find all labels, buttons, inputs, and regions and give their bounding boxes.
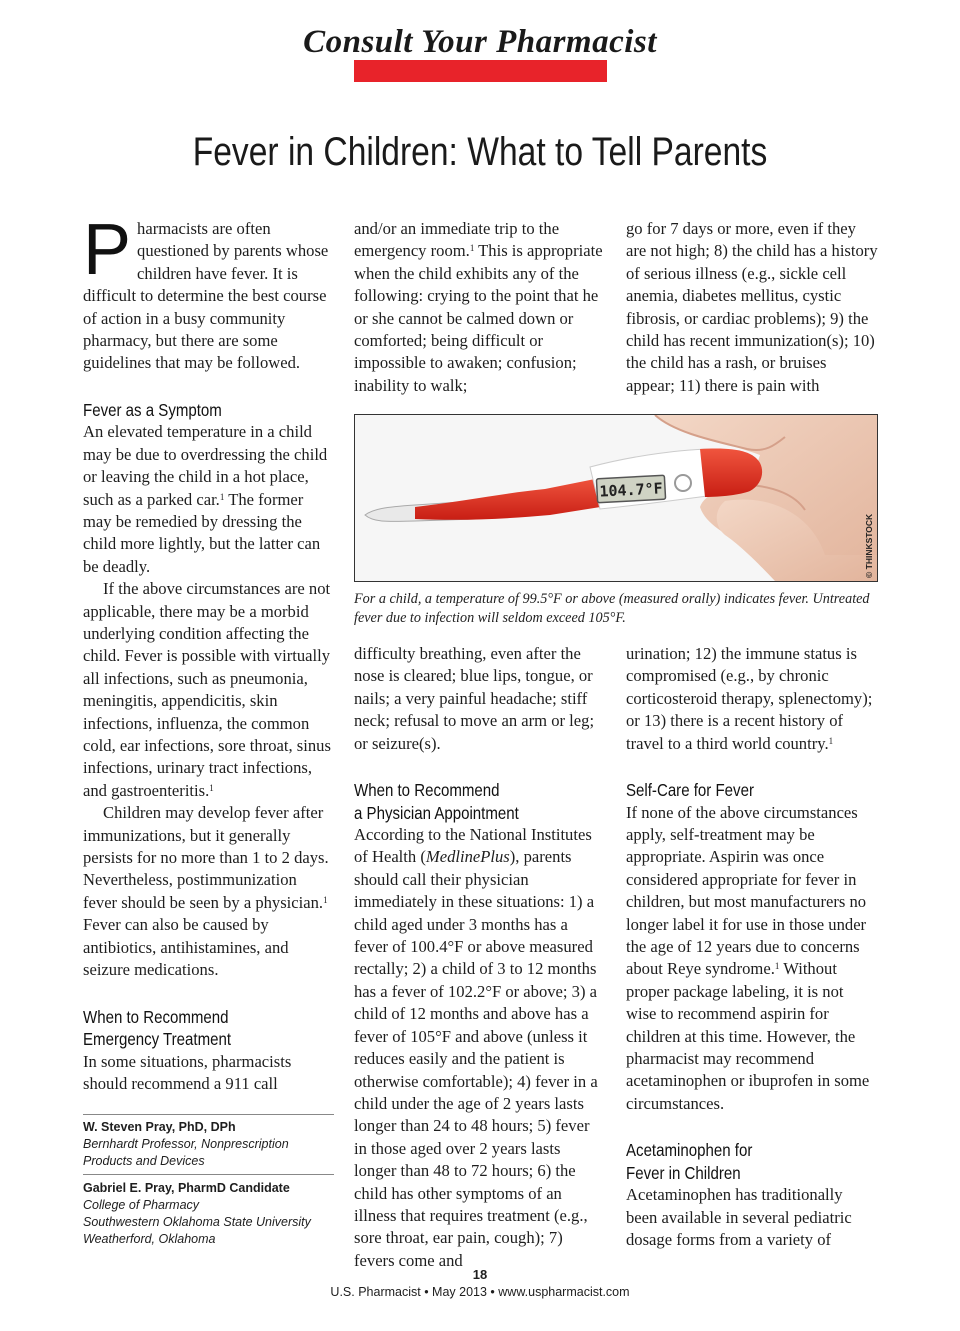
page-number: 18 [472,1267,488,1282]
author-2-affiliation-2: Southwestern Oklahoma State University [83,1215,311,1229]
article-title [0,130,960,175]
ref-mark: 1 [209,782,214,793]
emergency-paragraph-start: In some situations, pharmacists should recommend a 911 call [83,1051,292,1093]
heading-emergency-1: When to Recommend [83,1006,229,1027]
photo-credit: © THINKSTOCK [864,513,874,578]
fever-p2-text: If the above circumstances are not applicable, there may be a morbid underlying condition affecting the child. Fever is possible with virtually all infections, such as pneumonia, meningitis, appendicitis, skin infections, influenza, the common cold, ear infections, sore throat, sinus infections, urinary tract infections, and gastroenteritis. [83,579,331,800]
author-divider-mid [83,1174,334,1175]
photo-caption: For a child, a temperature of 99.5°F or above (measured orally) indicates fever. Untreated fever due to infection will seldom exceed 105°F. [354,591,870,626]
heading-self-care: Self-Care for Fever [626,780,754,801]
header-accent-bar [354,60,607,82]
column-1 [83,210,335,1095]
heading-emergency-2: Emergency Treatment [83,1029,232,1049]
intro-paragraph [83,210,335,375]
self-care-text-b: Without proper package labeling, it is not wise to recommend aspirin for children at this time. However, the pharmacist may recommend acetaminophen or ibuprofen in some circumstances. [626,959,870,1113]
emergency-paragraph-cont [354,218,606,397]
fever-p3-text-a: Children may develop fever after immunizations, but it generally persists for no more than 1 to 2 days. Nevertheless, postimmunization fever should be seen by a physician. [83,803,329,912]
fever-p3-text-b: Fever can also be caused by antibiotics, antihistamines, and seizure medications. [83,915,289,980]
physician-text-b: ), parents should call their physician immediately in these situations: 1) a child aged under 3 months has a fever of 100.4°F or above measured rectally; 2) a child of 3 to 12 months has a fever of 102.2°F or above; 3) a child of 12 months and above has a fever of 105°F and above (unless it reduces easily and the patient is otherwise comfortable); 4) fever in a child under the age of 2 years lasts longer than 24 to 48 hours; 5) fever in those aged over 2 years lasts longer than 48 to 72 hours; 6) the child has other symptoms of an illness that requires treatment (e.g., sore throat, ear pain, cough); 7) fevers come and [354,847,598,1270]
heading-acetaminophen-2: Fever in Children [626,1162,741,1183]
author-2-affiliation-1: College of Pharmacy [83,1198,200,1212]
self-care-paragraph [626,802,878,1116]
author-1-name: W. Steven Pray, PhD, DPh [83,1120,236,1134]
ref-mark: 1 [774,961,780,972]
ref-mark: 1 [828,735,834,746]
thermometer-illustration [355,415,877,581]
self-care-text-a: If none of the above circumstances apply, self-treatment may be appropriate. Aspirin was once considered appropriate for fever in children, but most manufacturers no longer label it for use in those under the age of 12 years due to concerns about Reye syndrome. [626,802,867,979]
ref-mark: 1 [469,243,475,254]
author-divider-top [83,1114,334,1115]
ref-mark: 1 [219,491,225,502]
author-2 [83,1180,343,1248]
intro-text: harmacists are often questioned by parents whose children have fever. It is difficult to determine the best course of action in a busy community pharmacy, but there are some guidelines that may be followed. [83,219,329,373]
physician-paragraph [354,824,606,1272]
author-1-affiliation-1: Bernhardt Professor, Nonprescription [83,1137,289,1151]
column-2-lower [354,643,606,1272]
physician-paragraph-end [626,643,878,755]
thermometer-photo [354,414,878,582]
author-2-affiliation-3: Weatherford, Oklahoma [83,1232,216,1246]
author-1 [83,1119,343,1170]
section-title: Consult Your Pharmacist [303,24,657,60]
fever-paragraph-2 [83,578,335,802]
fever-paragraph-1 [83,421,335,578]
footer-text: U.S. Pharmacist • May 2013 • www.uspharmacist.com [330,1285,630,1299]
author-1-affiliation-2: Products and Devices [83,1154,205,1168]
heading-acetaminophen-1: Acetaminophen for [626,1140,753,1161]
column-3-top [626,218,878,397]
emergency-paragraph-end: difficulty breathing, even after the nose is cleared; blue lips, tongue, or nails; a very painful headache; stiff neck; refusal to move an arm or leg; or seizure(s). [354,644,595,753]
fever-paragraph-3 [83,802,335,981]
acetaminophen-paragraph: Acetaminophen has traditionally been available in several pediatric dosage forms from a variety of [626,1185,852,1250]
author-2-name: Gabriel E. Pray, PharmD Candidate [83,1181,290,1195]
fever-p1-text-a: An elevated temperature in a child may be due to overdressing the child or leaving the child in a hot place, such as a parked car. [83,422,328,509]
medlineplus-italic: MedlinePlus [425,847,510,867]
column-3-lower [626,643,878,1251]
ref-mark: 1 [323,894,328,905]
article-title-text: Fever in Children: What to Tell Parents [192,130,768,174]
thermometer-reading: 104.7°F [599,479,664,501]
fever-p1-text-b: The former may be remedied by dressing the child more lightly, but the latter can be deadly. [83,489,321,576]
physician-end-text: urination; 12) the immune status is compromised (e.g., by chronic corticosteroid therapy, splenectomy); or 13) there is a recent history of travel to a third world country. [626,644,873,753]
heading-physician-2: a Physician Appointment [354,802,519,823]
physician-paragraph-cont: go for 7 days or more, even if they are not high; 8) the child has a history of serious illness (e.g., sickle cell anemia, diabetes mellitus, cystic fibrosis, or cardiac problems); 9) the child has recent immunization(s); 10) the child has a rash, or bruises appear; 11) there is pain with [626,219,878,395]
drop-cap: P [83,210,132,290]
column-2-top [354,218,606,397]
heading-physician-1: When to Recommend [354,780,500,801]
physician-text-a: According to the National Institutes of Health ( [354,825,592,867]
heading-fever-symptom: Fever as a Symptom [83,399,222,420]
emergency-cont-text-b: This is appropriate when the child exhibits any of the following: crying to the point that he or she cannot be calmed down or comforted; being difficult or impossible to awaken; confusion; inability to walk; [354,241,603,395]
emergency-cont-text-a: and/or an immediate trip to the emergency room. [354,219,560,261]
